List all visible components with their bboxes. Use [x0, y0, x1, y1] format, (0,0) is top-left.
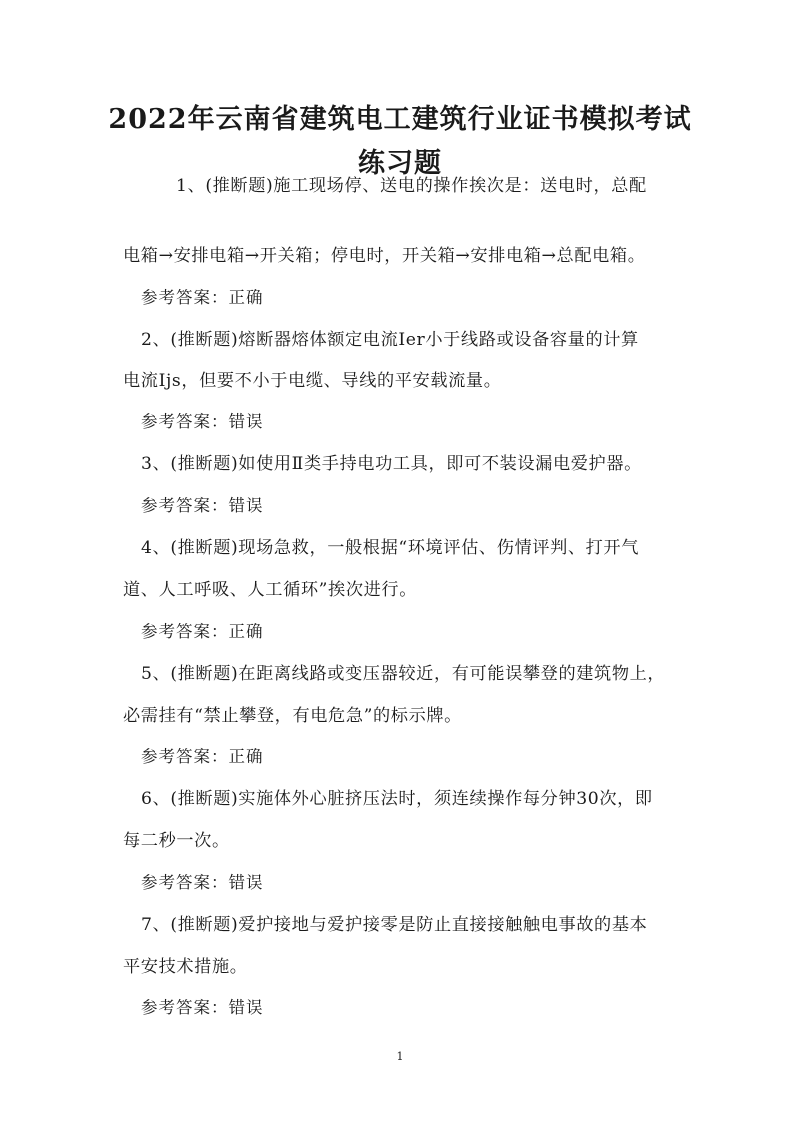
- answer-value: 错误: [228, 873, 264, 892]
- question-7-line-1: 7、(推断题)爱护接地与爱护接零是防止直接接触触电事故的基本: [141, 915, 648, 935]
- answer-label: 参考答案：: [141, 622, 229, 641]
- document-title: 2022年云南省建筑电工建筑行业证书模拟考试: [108, 104, 692, 135]
- answer-value: 正确: [228, 288, 264, 307]
- question-7-line-2: 平安技术措施。: [123, 957, 248, 977]
- question-1-line-2: 电箱→安排电箱→开关箱；停电时，开关箱→安排电箱→总配电箱。: [123, 246, 646, 266]
- question-1-answer: [141, 286, 264, 310]
- question-3-line-1: 3、(推断题)如使用Ⅱ类手持电功工具，即可不装设漏电爱护器。: [141, 454, 642, 474]
- answer-label: 参考答案：: [141, 412, 229, 431]
- question-6-answer: [141, 871, 264, 895]
- answer-label: 参考答案：: [141, 998, 229, 1017]
- question-4-answer: [141, 620, 264, 644]
- question-4-line-2: 道、人工呼吸、人工循环”挨次进行。: [123, 580, 417, 600]
- question-2-answer: [141, 410, 264, 434]
- question-5-answer: [141, 745, 264, 769]
- answer-label: 参考答案：: [141, 873, 229, 892]
- answer-value: 正确: [228, 622, 264, 641]
- question-2-line-2: 电流Ijs，但要不小于电缆、导线的平安载流量。: [123, 371, 502, 391]
- answer-label: 参考答案：: [141, 747, 229, 766]
- question-3-answer: [141, 494, 264, 518]
- answer-label: 参考答案：: [141, 288, 229, 307]
- question-5-line-1: 5、(推断题)在距离线路或变压器较近，有可能误攀登的建筑物上，: [141, 664, 666, 684]
- answer-value: 错误: [228, 412, 264, 431]
- question-1-line-1: 1、(推断题)施工现场停、送电的操作挨次是：送电时，总配: [176, 176, 647, 196]
- document-title-continued: 练习题: [358, 148, 442, 179]
- answer-value: 正确: [228, 747, 264, 766]
- question-6-line-2: 每二秒一次。: [123, 831, 230, 851]
- page-number: 1: [396, 1050, 404, 1063]
- answer-value: 错误: [228, 998, 264, 1017]
- answer-value: 错误: [228, 496, 264, 515]
- question-2-line-1: 2、(推断题)熔断器熔体额定电流Ier小于线路或设备容量的计算: [141, 330, 639, 350]
- question-6-line-1: 6、(推断题)实施体外心脏挤压法时，须连续操作每分钟30次，即: [141, 789, 653, 809]
- question-5-line-2: 必需挂有“禁止攀登，有电危急”的标示牌。: [123, 706, 462, 726]
- answer-label: 参考答案：: [141, 496, 229, 515]
- question-4-line-1: 4、(推断题)现场急救，一般根据“环境评估、伤情评判、打开气: [141, 538, 640, 558]
- question-7-answer: [141, 996, 264, 1020]
